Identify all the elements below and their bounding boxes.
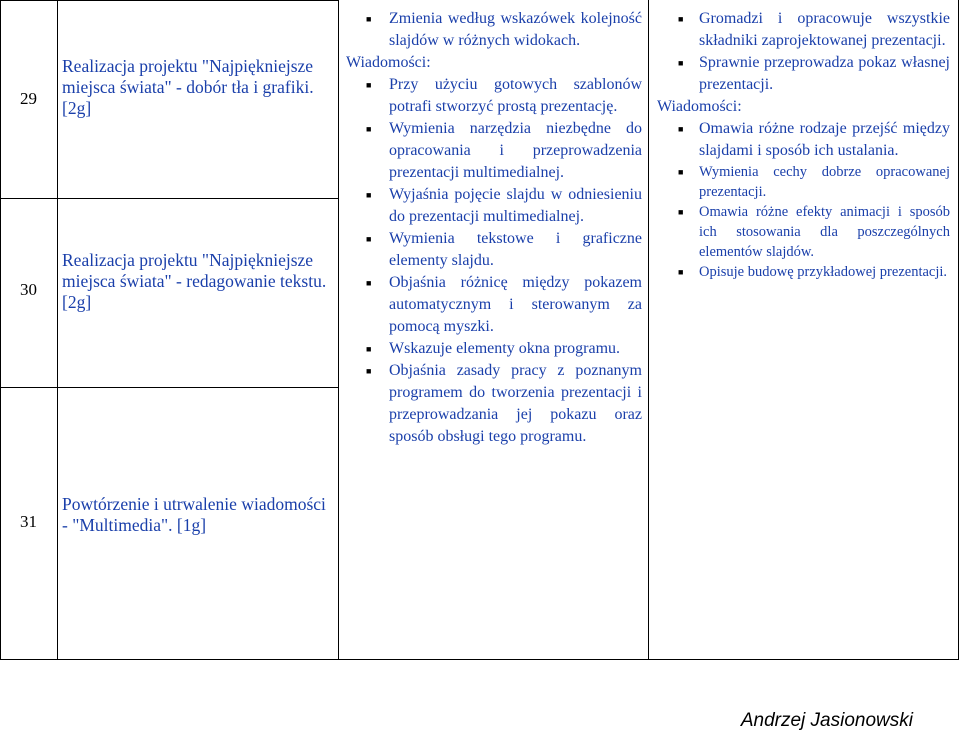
- lesson-number: 30: [20, 280, 37, 299]
- list-item: ■ Wymienia narzędzia niezbędne do opracowania i przeprowadzenia prezentacji multimedialnej.: [366, 120, 642, 181]
- row-divider: [0, 0, 338, 1]
- column-divider: [648, 0, 649, 660]
- column-divider: [338, 0, 339, 660]
- section-heading: Wiadomości:: [346, 54, 431, 71]
- list-item: ■ Wymienia tekstowe i graficzne elementy slajdu.: [366, 230, 642, 269]
- lesson-topic: Powtórzenie i utrwalenie wiadomości - "Multimedia". [1g]: [62, 494, 326, 535]
- author-signature: Andrzej Jasionowski: [740, 710, 913, 731]
- list-item: ■ Wymienia cechy dobrze opracowanej prezentacji.: [678, 164, 950, 200]
- bullet-icon: ■: [366, 278, 372, 288]
- row-divider: [0, 387, 338, 388]
- list-item: ■ Omawia różne efekty animacji i sposób ich stosowania dla poszczególnych elementów slajdów.: [678, 204, 950, 260]
- bullet-icon: ■: [678, 167, 684, 177]
- lesson-number: 29: [20, 89, 37, 108]
- bullet-icon: ■: [366, 344, 372, 354]
- list-item: ■ Omawia różne rodzaje przejść między slajdami i sposób ich ustalania.: [678, 120, 950, 159]
- list-item: ■ Objaśnia różnicę między pokazem automatycznym i sterowanym za pomocą myszki.: [366, 274, 642, 335]
- bullet-icon: ■: [678, 124, 684, 134]
- list-item: ■ Opisuje budowę przykładowej prezentacji.: [678, 264, 948, 280]
- list-item: ■ Objaśnia zasady pracy z poznanym programem do tworzenia prezentacji i przeprowadzania jej pokazu oraz sposób obsługi tego programu.: [366, 362, 642, 445]
- bullet-icon: ■: [366, 190, 372, 200]
- lesson-number: 31: [20, 512, 37, 531]
- list-item: ■ Gromadzi i opracowuje wszystkie składniki zaprojektowanej prezentacji.: [678, 10, 950, 49]
- bullet-icon: ■: [678, 58, 684, 68]
- list-item: ■ Wyjaśnia pojęcie slajdu w odniesieniu do prezentacji multimedialnej.: [366, 186, 642, 225]
- section-heading: Wiadomości:: [657, 98, 742, 115]
- list-item: ■ Zmienia według wskazówek kolejność slajdów w różnych widokach.: [366, 10, 642, 49]
- bullet-icon: ■: [366, 366, 372, 376]
- bullet-icon: ■: [366, 234, 372, 244]
- lesson-topic: Realizacja projektu "Najpiękniejsze miejsca świata" - redagowanie tekstu. [2g]: [62, 250, 327, 312]
- bullet-icon: ■: [366, 124, 372, 134]
- list-item: ■ Przy użyciu gotowych szablonów potrafi stworzyć prostą prezentację.: [366, 76, 642, 115]
- skills-column-extended: [655, 8, 950, 282]
- bullet-icon: ■: [678, 267, 684, 277]
- column-divider: [57, 0, 58, 660]
- bullet-icon: ■: [366, 14, 372, 24]
- skills-column-basic: [344, 8, 642, 448]
- lesson-topic: Realizacja projektu "Najpiękniejsze miejsca świata" - dobór tła i grafiki. [2g]: [62, 56, 314, 118]
- list-item: ■ Sprawnie przeprowadza pokaz własnej prezentacji.: [678, 54, 950, 93]
- bullet-icon: ■: [678, 207, 684, 217]
- list-item: ■ Wskazuje elementy okna programu.: [344, 338, 642, 360]
- bullet-icon: ■: [366, 80, 372, 90]
- table-border-bottom: [0, 659, 959, 660]
- bullet-icon: ■: [678, 14, 684, 24]
- row-divider: [0, 198, 338, 199]
